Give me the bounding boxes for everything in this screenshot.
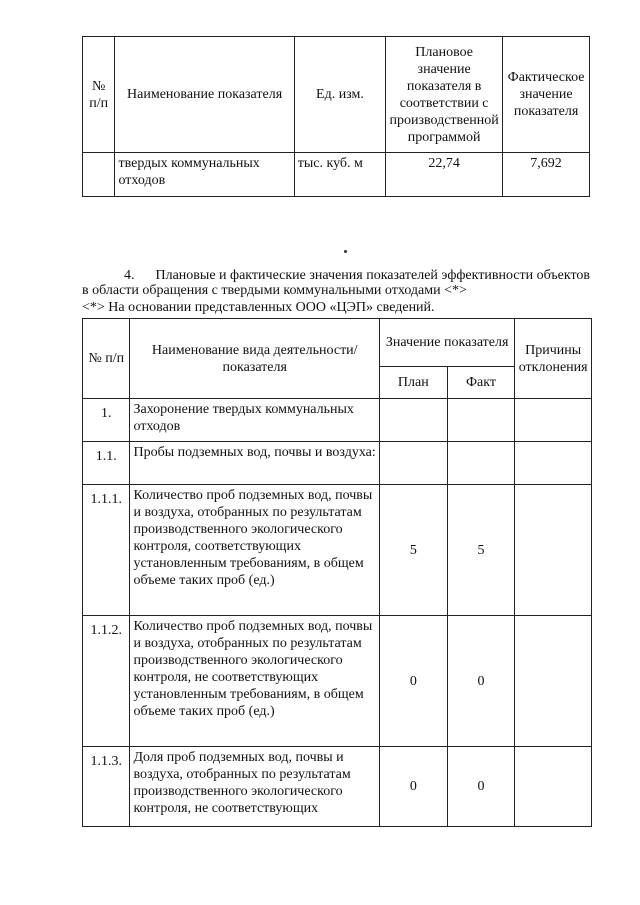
row-name: Захоронение твердых коммунальных отходов [130,399,380,442]
table-row [83,442,592,485]
header-value: Значение показателя [379,319,514,367]
row-fact: 7,692 [503,153,590,197]
row-reason [515,747,592,827]
row-fact: 5 [447,485,515,616]
row-num: 1. [83,399,130,442]
row-num [83,153,115,197]
table-row [83,153,590,197]
header-name: Наименование вида деятельности/показателя [130,319,380,399]
row-plan [379,399,447,442]
table-row [83,399,592,442]
header-plan: План [379,367,447,399]
header-name: Наименование показателя [115,37,294,153]
row-num: 1.1.2. [83,616,130,747]
table-header-row [83,37,590,153]
row-name: Количество проб подземных вод, почвы и воздуха, отобранных по результатам производственного экологического контроля, соответствующих установленным требованиям, в общем объеме таких проб (ед.) [130,485,380,616]
row-fact: 0 [447,747,515,827]
row-name: Пробы подземных вод, почвы и воздуха: [130,442,380,485]
row-num: 1.1.3. [83,747,130,827]
row-num: 1.1. [83,442,130,485]
row-fact [447,399,515,442]
header-fact: Фактическое значение показателя [503,37,590,153]
row-name: Количество проб подземных вод, почвы и воздуха, отобранных по результатам производственного экологического контроля, не соответствующих установленным требованиям, в общем объеме таких проб (ед.) [130,616,380,747]
row-reason [515,399,592,442]
row-num: 1.1.1. [83,485,130,616]
table-row [83,747,592,827]
row-reason [515,485,592,616]
header-fact: Факт [447,367,515,399]
table-row [83,616,592,747]
row-fact [447,442,515,485]
row-plan: 0 [379,747,447,827]
header-unit: Ед. изм. [294,37,385,153]
row-plan: 5 [379,485,447,616]
row-reason [515,616,592,747]
row-fact: 0 [447,616,515,747]
indicator-table [82,36,590,197]
header-num: № п/п [83,37,115,153]
row-plan [379,442,447,485]
section-note: <*> На основании представленных ООО «ЦЭП» сведений. [82,300,435,315]
header-reason: Причины отклонения [515,319,592,399]
row-unit: тыс. куб. м [294,153,385,197]
table-row [83,485,592,616]
header-num: № п/п [83,319,130,399]
table-header-row [83,319,592,367]
section-heading: 4. Плановые и фактические значения показателей эффективности объектов в области обращения с твердыми коммунальными отходами <*> [82,268,591,298]
header-plan: Плановое значение показателя в соответствии с производственной программой [386,37,503,153]
stray-dot [344,250,347,253]
row-plan: 0 [379,616,447,747]
row-name: твердых коммунальных отходов [115,153,294,197]
row-reason [515,442,592,485]
row-plan: 22,74 [386,153,503,197]
row-name: Доля проб подземных вод, почвы и воздуха, отобранных по результатам производственного экологического контроля, не соответствующих [130,747,380,827]
efficiency-table [82,318,592,827]
